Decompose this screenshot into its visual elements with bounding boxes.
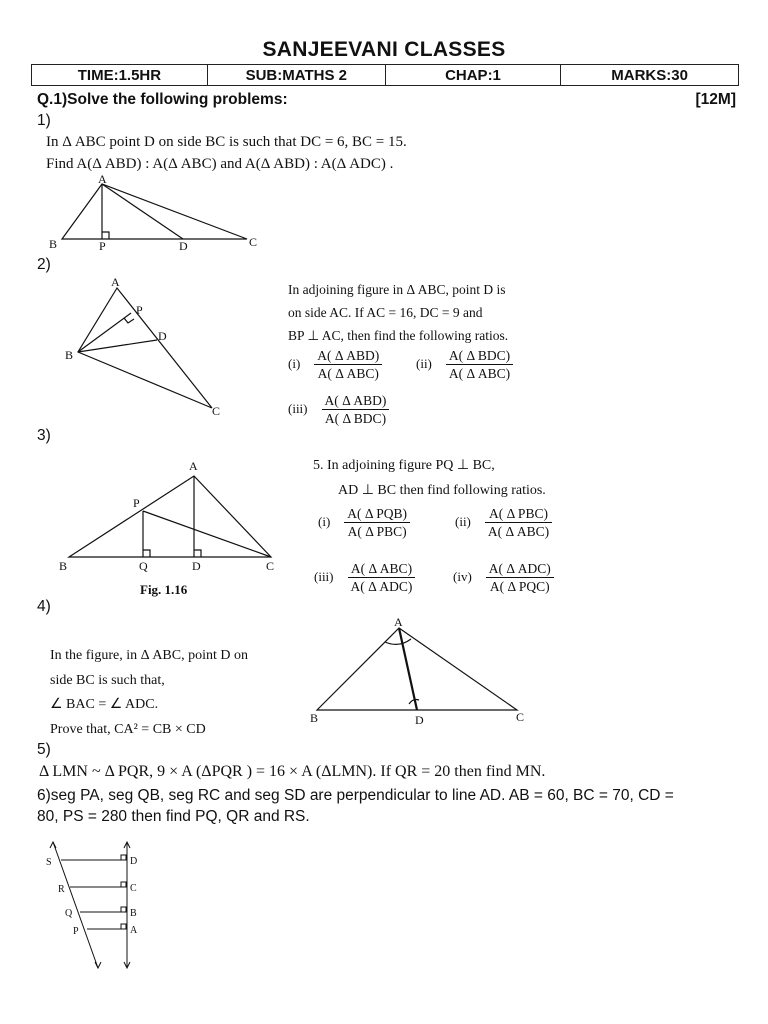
problem-2-ratio-iii: (iii) $\frac{\text{A( Δ ABD)}}{\text{A( Δ BDC)}}$: [288, 392, 389, 427]
p3-label-b: B: [59, 559, 68, 573]
p2-label-d: D: [158, 329, 167, 343]
problem-2-text: [288, 278, 508, 347]
time-cell: TIME:1.5HR: [32, 65, 208, 86]
problem-6-line-2: 80, PS = 280 then find PQ, QR and RS.: [37, 808, 310, 825]
p1-label-b: B: [49, 237, 58, 251]
problem-6-figure: [40, 838, 170, 972]
p4-label-d: D: [415, 713, 424, 727]
problem-3-number: 3): [37, 427, 51, 444]
p3-label-c: C: [266, 559, 275, 573]
p6-label-q: Q: [65, 908, 73, 919]
problem-4-line-4: Prove that, CA² = CB × CD: [50, 721, 206, 737]
problem-2-text-1: In adjoining figure in Δ ABC, point D is: [288, 282, 506, 297]
problem-1-figure: [40, 172, 270, 256]
problem-4-number: 4): [37, 598, 51, 615]
problem-3-ratio-iii: (iii) $\frac{\text{A( Δ ABC)}}{\text{A( Δ ADC)}}$: [314, 560, 415, 595]
problem-1-number: 1): [37, 112, 51, 129]
problem-3-ratio-ii: (ii) $\frac{\text{A( Δ PBC)}}{\text{A( Δ ABC)}}$: [455, 505, 552, 540]
section-heading: Q.1)Solve the following problems:: [37, 91, 288, 108]
problem-2-ratio-ii: (ii) $\frac{\text{A( Δ BDC)}}{\text{A( Δ ABC)}}$: [416, 347, 513, 382]
p1-label-d: D: [179, 239, 188, 253]
p1-label-p: P: [99, 239, 106, 253]
p2-label-a: A: [111, 275, 120, 289]
problem-3-ratio-iv: (iv) $\frac{\text{A( Δ ADC)}}{\text{A( Δ PQC)}}$: [453, 560, 554, 595]
problem-2-ratio-i: (i) $\frac{\text{A( Δ ABD)}}{\text{A( Δ ABC)}}$: [288, 347, 382, 382]
problem-2-figure: [60, 272, 240, 424]
p2-label-p: P: [136, 303, 143, 317]
marks-cell: MARKS:30: [561, 65, 739, 86]
problem-2-text-3: BP ⊥ AC, then find the following ratios.: [288, 328, 509, 343]
header-info-table: [31, 64, 739, 86]
p3-label-q: Q: [139, 559, 148, 573]
problem-4-line-3: ∠ BAC = ∠ ADC.: [50, 697, 159, 712]
problem-3-text-2: AD ⊥ BC then find following ratios.: [338, 483, 546, 498]
p3-label-a: A: [189, 459, 198, 473]
p6-label-p: P: [73, 926, 79, 937]
p6-label-r: R: [58, 884, 65, 895]
problem-1-line-2: Find A(Δ ABD) : A(Δ ABC) and A(Δ ABD) : A(Δ ADC) .: [46, 156, 394, 172]
problem-6-text: [37, 785, 757, 827]
problem-6-line-1: 6)seg PA, seg QB, seg RC and seg SD are perpendicular to line AD. AB = 60, BC = 70, CD =: [37, 787, 674, 804]
p4-label-a: A: [394, 615, 403, 629]
problem-2-text-2: on side AC. If AC = 16, DC = 9 and: [288, 305, 483, 320]
problem-4-line-1: In the figure, in Δ ABC, point D on: [50, 648, 248, 663]
p2-label-c: C: [212, 404, 221, 418]
p4-label-b: B: [310, 711, 319, 725]
p6-label-b: B: [130, 908, 137, 919]
page-title: SANJEEVANI CLASSES: [262, 38, 506, 61]
p2-label-b: B: [65, 348, 74, 362]
p6-label-a: A: [130, 925, 138, 936]
problem-5-number: 5): [37, 741, 51, 758]
problem-2-number: 2): [37, 256, 51, 273]
p1-label-c: C: [249, 235, 258, 249]
chapter-cell: CHAP:1: [385, 65, 561, 86]
problem-1-line-1: In Δ ABC point D on side BC is such that DC = 6, BC = 15.: [46, 134, 407, 150]
p4-label-c: C: [516, 710, 525, 724]
subject-cell: SUB:MATHS 2: [207, 65, 385, 86]
problem-3-text-1: 5. In adjoining figure PQ ⊥ BC,: [313, 458, 495, 473]
p1-label-a: A: [98, 172, 107, 186]
p6-label-s: S: [46, 857, 52, 868]
problem-4-line-2: side BC is such that,: [50, 672, 165, 688]
problem-3-ratio-i: (i) $\frac{\text{A( Δ PQB)}}{\text{A( Δ PBC)}}$: [318, 505, 410, 540]
p3-fig-caption: Fig. 1.16: [140, 582, 188, 597]
problem-3-figure: [55, 456, 285, 600]
problem-3-text: [313, 453, 546, 503]
p3-label-p: P: [133, 496, 140, 510]
p6-label-d: D: [130, 856, 138, 867]
section-marks: [12M]: [695, 91, 736, 108]
problem-5-text: Δ LMN ~ Δ PQR, 9 × A (ΔPQR ) = 16 × A (ΔLMN). If QR = 20 then find MN.: [39, 763, 546, 780]
problem-4-text: [50, 644, 248, 742]
p6-label-c: C: [130, 883, 137, 894]
problem-4-figure: [305, 614, 535, 730]
p3-label-d: D: [192, 559, 201, 573]
